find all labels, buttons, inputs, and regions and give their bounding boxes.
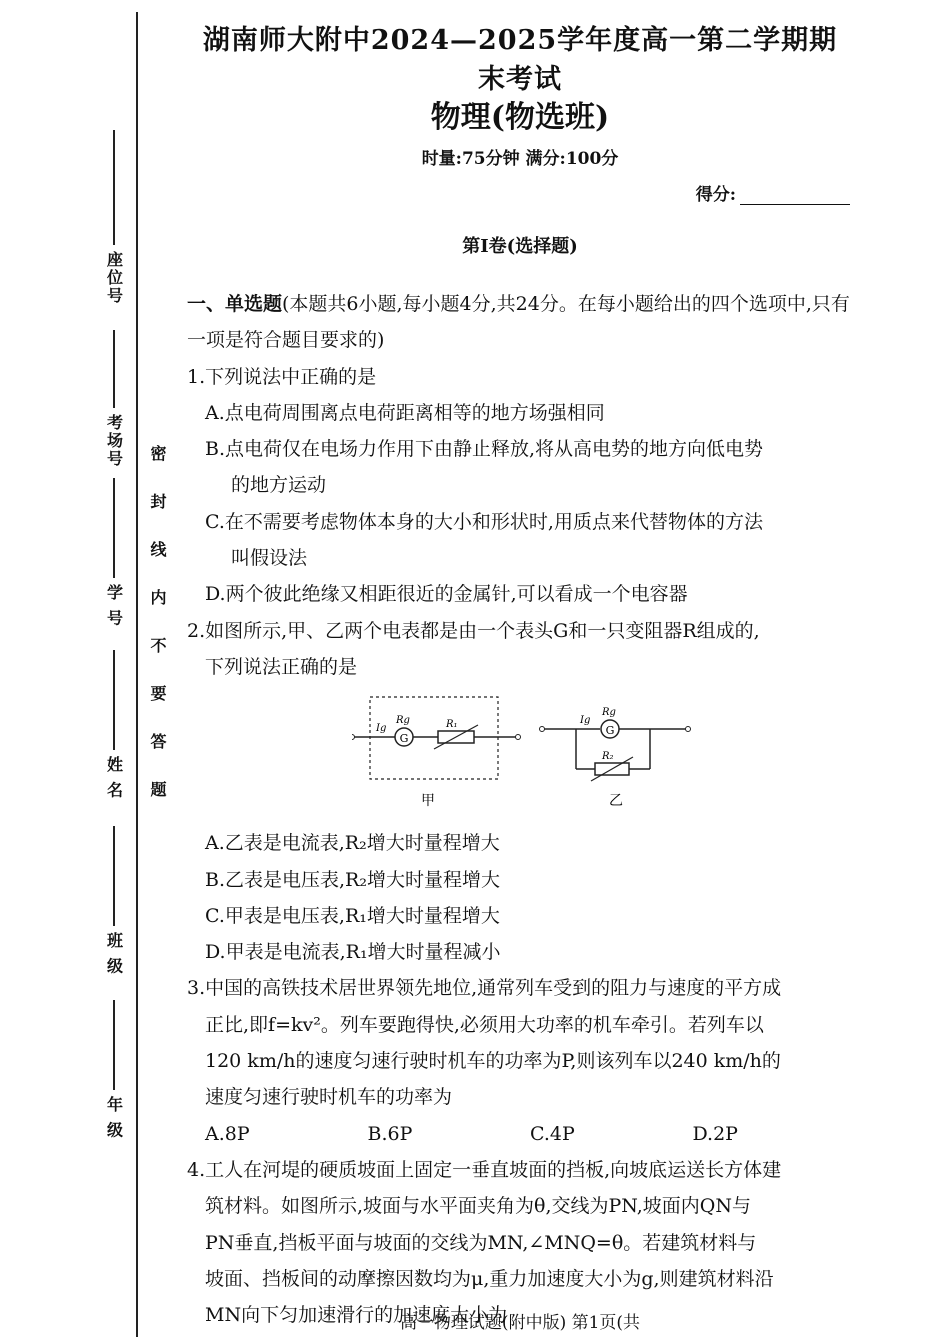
yi-terminal-right [686,727,691,732]
jia-rg-label: Rg [396,715,410,727]
q4-stem-line5: MN向下匀加速滑行的加速度大小为 [205,1304,508,1327]
jia-g-label: G [399,732,409,746]
jia-ig-label: Ig [376,723,387,735]
grade-field [102,1000,126,1146]
q2-stem-cont: 下列说法正确的是 [205,655,358,678]
q2-option-a: A.乙表是电流表,R₂增大时量程增大 [205,832,500,855]
yi-caption: 乙 [609,793,623,810]
time-info: 时量:75分钟 满分:100分 [421,149,619,169]
circuit-figure [187,685,855,825]
name-field [102,650,126,806]
q4-stem-line3: PN垂直,挡板平面与坡面的交线为MN,∠MNQ=θ。若建筑材料与 [205,1231,757,1254]
class-field [102,826,126,982]
questions [187,286,855,1333]
seal-warning: 密封线内不要答题 [148,445,167,829]
q1-option-c: C.在不需要考虑物体本身的大小和形状时,用质点来代替物体的方法 [205,510,763,533]
section-description: (本题共6小题,每小题4分,共24分。在每小题给出的四个选项中,只有一项是符合题目要求的) [187,293,850,352]
circuit-diagram [352,689,692,819]
seat-label: 座位号 [104,251,124,305]
grade-label: 年 级 [104,1096,124,1140]
q3-option-a: A.8P [205,1122,250,1145]
jia-dashed-box [370,697,498,779]
q1-option-b-cont: 的地方运动 [231,474,327,497]
q3-stem-line1: 3.中国的高铁技术居世界领先地位,通常列车受到的阻力与速度的平方成 [187,977,782,1000]
binding-line [136,12,138,1337]
q3-stem-line4: 速度匀速行驶时机车的功率为 [205,1086,453,1109]
class-label: 班 级 [104,932,124,976]
volume-title: 第Ⅰ卷(选择题) [462,236,578,257]
q1-option-d: D.两个彼此绝缘又相距很近的金属针,可以看成一个电容器 [205,583,688,606]
q3-option-c: C.4P [530,1122,575,1145]
q2-option-c: C.甲表是电压表,R₁增大时量程增大 [205,904,500,927]
name-label: 姓 名 [104,756,124,800]
yi-rg-label: Rg [602,707,616,719]
q1-option-b: B.点电荷仅在电场力作用下由静止释放,将从高电势的地方向低电势 [205,438,764,461]
room-label: 考场号 [104,414,124,468]
yi-terminal-left [540,727,545,732]
q1-option-c-cont: 叫假设法 [231,547,308,570]
page-footer: 高一物理试题(附中版) 第1页(共 [399,1313,641,1333]
yi-ig-label: Ig [580,715,591,727]
seat-field [102,130,126,311]
q2-stem: 2.如图所示,甲、乙两个电表都是由一个表头G和一只变阻器R组成的, [187,619,760,642]
student-id-label: 学 号 [104,584,124,628]
jia-caption: 甲 [421,793,435,810]
yi-g-label: G [605,724,615,738]
q4-stem-line2: 筑材料。如图所示,坡面与水平面夹角为θ,交线为PN,坡面内QN与 [205,1195,751,1218]
section-heading [187,286,855,359]
q4-stem-line4: 坡面、挡板间的动摩擦因数均为μ,重力加速度大小为g,则建筑材料沿 [205,1267,774,1290]
jia-terminal-right [516,735,521,740]
jia-r1-label: R₁ [446,719,458,731]
student-id-field [102,478,126,634]
q2-option-d: D.甲表是电流表,R₁增大时量程减小 [205,941,501,964]
q3-stem-line2: 正比,即f=kv²。列车要跑得快,必须用大功率的机车牵引。若列车以 [205,1013,764,1036]
section-title: 一、单选题 [187,293,283,315]
score-field [696,180,850,205]
yi-r2-label: R₂ [602,751,614,763]
q1-option-a: A.点电荷周围离点电荷距离相等的地方场强相同 [205,401,605,424]
jia-terminal-left [352,735,355,740]
q2-option-b: B.乙表是电压表,R₂增大时量程增大 [205,868,500,891]
q3-option-b: B.6P [367,1122,413,1145]
exam-subtitle: 物理(物选班) [430,100,610,135]
q3-stem-line3: 120 km/h的速度匀速行驶时机车的功率为P,则该列车以240 km/h的 [205,1050,781,1073]
q3-options [187,1116,855,1152]
q3-option-d: D.2P [692,1122,738,1145]
room-field [102,330,126,474]
q1-stem: 1.下列说法中正确的是 [187,365,377,388]
score-blank[interactable] [740,188,850,205]
score-label: 得分: [695,185,736,205]
q4-stem-line1: 4.工人在河堤的硬质坡面上固定一垂直坡面的挡板,向坡底运送长方体建 [187,1158,782,1181]
exam-title: 湖南师大附中2024—2025学年度高一第二学期期末考试 [202,25,838,95]
